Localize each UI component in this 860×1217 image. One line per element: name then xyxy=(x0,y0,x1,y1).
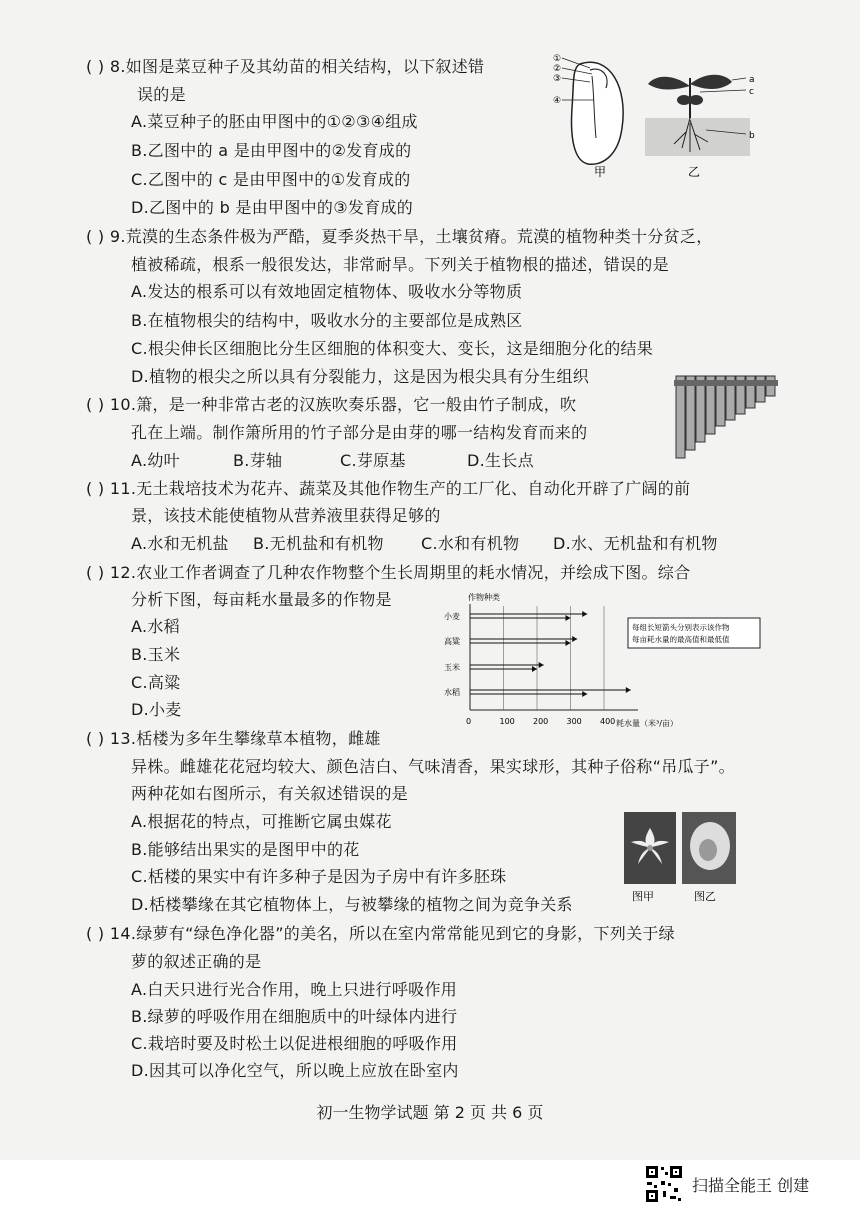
seedling-label-b: b xyxy=(749,131,755,141)
fig-jia13-caption: 图甲 xyxy=(632,890,654,903)
chart-category-label: 高粱 xyxy=(444,637,460,646)
q9-stem-cont: 植被稀疏，根系一般很发达，非常耐旱。下列关于植物根的描述，错误的是 xyxy=(131,255,669,274)
chart-arrowhead-min xyxy=(532,666,537,672)
chart-arrowhead-max xyxy=(539,662,544,668)
q13-stem-cont: 异株。雌雄花花冠均较大、颜色洁白、气味清香，果实球形，其种子俗称“吊瓜子”。 xyxy=(131,757,735,776)
chart-xlabel: 耗水量（米³/亩） xyxy=(616,719,678,728)
q8-stem-cont: 误的是 xyxy=(137,85,186,104)
seedling-label-a: a xyxy=(749,75,755,85)
seed-label-4: ④ xyxy=(553,96,562,106)
fig-yi-caption: 乙 xyxy=(688,165,701,179)
page-footer xyxy=(0,1100,860,1123)
chart-arrowhead-max xyxy=(582,611,587,617)
q11-option-b: B.无机盐和有机物 xyxy=(253,534,384,553)
watermark-text: 扫描全能王 创建 xyxy=(692,1175,810,1195)
seed-label-1: ① xyxy=(553,54,562,64)
q9-option-a: A.发达的根系可以有效地固定植物体、吸收水分等物质 xyxy=(131,282,523,301)
q9-option-b: B.在植物根尖的结构中，吸收水分的主要部位是成熟区 xyxy=(131,311,523,330)
seed-label-3: ③ xyxy=(553,74,562,84)
q10-option-c: C.芽原基 xyxy=(340,451,406,470)
scanner-watermark xyxy=(644,1164,809,1204)
fig-yi13-caption: 图乙 xyxy=(694,890,716,903)
q14-stem-cont: 萝的叙述正确的是 xyxy=(131,952,262,971)
chart-arrowhead-min xyxy=(582,691,587,697)
q13-option-d: D.栝楼攀缘在其它植物体上，与被攀缘的植物之间为竞争关系 xyxy=(131,895,573,914)
chart-x-tick: 100 xyxy=(499,717,515,726)
q9-option-c: C.根尖伸长区细胞比分生区细胞的体积变大、变长，这是细胞分化的结果 xyxy=(131,339,654,358)
chart-x-tick: 300 xyxy=(566,717,582,726)
q10-xiao-figure xyxy=(672,368,782,460)
q14-option-d: D.因其可以净化空气，所以晚上应放在卧室内 xyxy=(131,1061,459,1080)
q11-option-c: C.水和有机物 xyxy=(421,534,520,553)
q13-option-b: B.能够结出果实的是图甲中的花 xyxy=(131,840,360,859)
q10-option-b: B.芽轴 xyxy=(233,451,283,470)
chart-arrowhead-max xyxy=(572,636,577,642)
q13-flower-figure xyxy=(620,810,742,905)
q12-stem-cont: 分析下图，每亩耗水量最多的作物是 xyxy=(131,590,392,609)
page-footer-text: 初一生物学试题 第 2 页 共 6 页 xyxy=(316,1103,544,1122)
q8-option-a: A.菜豆种子的胚由甲图中的①②③④组成 xyxy=(131,112,418,131)
q12-option-d: D.小麦 xyxy=(131,700,182,719)
q12-option-a: A.水稻 xyxy=(131,617,180,636)
chart-legend-line2: 每亩耗水量的最高值和最低值 xyxy=(632,635,730,644)
q10-stem: ( ) 10.箫，是一种非常古老的汉族吹奏乐器，它一般由竹子制成，吹 xyxy=(86,395,577,414)
seedling-label-c: c xyxy=(749,87,754,97)
chart-x-tick: 0 xyxy=(466,717,472,726)
q10-stem-cont: 孔在上端。制作箫所用的竹子部分是由芽的哪一结构发育而来的 xyxy=(131,423,588,442)
water-consumption-chart xyxy=(442,588,772,736)
q11-option-d: D.水、无机盐和有机物 xyxy=(553,534,718,553)
q12-option-c: C.高粱 xyxy=(131,673,181,692)
seed-label-2: ② xyxy=(553,64,562,74)
q12-option-b: B.玉米 xyxy=(131,645,181,664)
q10-option-d: D.生长点 xyxy=(467,451,534,470)
qr-code-icon xyxy=(644,1164,684,1204)
q10-option-a: A.幼叶 xyxy=(131,451,180,470)
chart-x-tick: 400 xyxy=(600,717,616,726)
q12-stem: ( ) 12.农业工作者调查了几种农作物整个生长周期里的耗水情况，并绘成下图。综合 xyxy=(86,563,691,582)
fig-jia-caption: 甲 xyxy=(594,165,607,179)
q13-option-a: A.根据花的特点，可推断它属虫媒花 xyxy=(131,812,392,831)
q14-stem: ( ) 14.绿萝有“绿色净化器”的美名，所以在室内常常能见到它的身影，下列关于绿 xyxy=(86,924,675,943)
q14-option-c: C.栽培时要及时松土以促进根细胞的呼吸作用 xyxy=(131,1034,458,1053)
q8-option-d: D.乙图中的 b 是由甲图中的③发育成的 xyxy=(131,198,414,217)
chart-x-tick: 200 xyxy=(533,717,549,726)
chart-arrowhead-min xyxy=(566,615,571,621)
chart-arrowhead-max xyxy=(626,687,631,693)
chart-category-label: 玉米 xyxy=(444,663,460,672)
chart-category-label: 小麦 xyxy=(444,612,460,621)
q8-seed-seedling-figure xyxy=(550,48,770,183)
q11-option-a: A.水和无机盐 xyxy=(131,534,229,553)
chart-arrowhead-min xyxy=(566,640,571,646)
q13-option-c: C.栝楼的果实中有许多种子是因为子房中有许多胚珠 xyxy=(131,867,507,886)
chart-ylabel: 作物种类 xyxy=(468,593,500,602)
q9-stem: ( ) 9.荒漠的生态条件极为严酷，夏季炎热干旱，土壤贫瘠。荒漠的植物种类十分贫乏， xyxy=(86,227,713,246)
q13-stem-cont2: 两种花如右图所示，有关叙述错误的是 xyxy=(131,784,409,803)
q14-option-a: A.白天只进行光合作用，晚上只进行呼吸作用 xyxy=(131,980,458,999)
q9-option-d: D.植物的根尖之所以具有分裂能力，这是因为根尖具有分生组织 xyxy=(131,367,590,386)
q8-option-b: B.乙图中的 a 是由甲图中的②发育成的 xyxy=(131,141,412,160)
q11-stem-cont: 景，该技术能使植物从营养液里获得足够的 xyxy=(131,506,441,525)
q14-option-b: B.绿萝的呼吸作用在细胞质中的叶绿体内进行 xyxy=(131,1007,458,1026)
q11-stem: ( ) 11.无土栽培技术为花卉、蔬菜及其他作物生产的工厂化、自动化开辟了广阔的前 xyxy=(86,479,691,498)
q8-stem: ( ) 8.如图是菜豆种子及其幼苗的相关结构，以下叙述错 xyxy=(86,57,485,76)
chart-legend-line1: 每组长短箭头分别表示该作物 xyxy=(632,623,730,632)
q13-stem: ( ) 13.栝楼为多年生攀缘草本植物，雌雄 xyxy=(86,729,381,748)
q8-option-c: C.乙图中的 c 是由甲图中的①发育成的 xyxy=(131,170,411,189)
chart-category-label: 水稻 xyxy=(444,688,460,697)
